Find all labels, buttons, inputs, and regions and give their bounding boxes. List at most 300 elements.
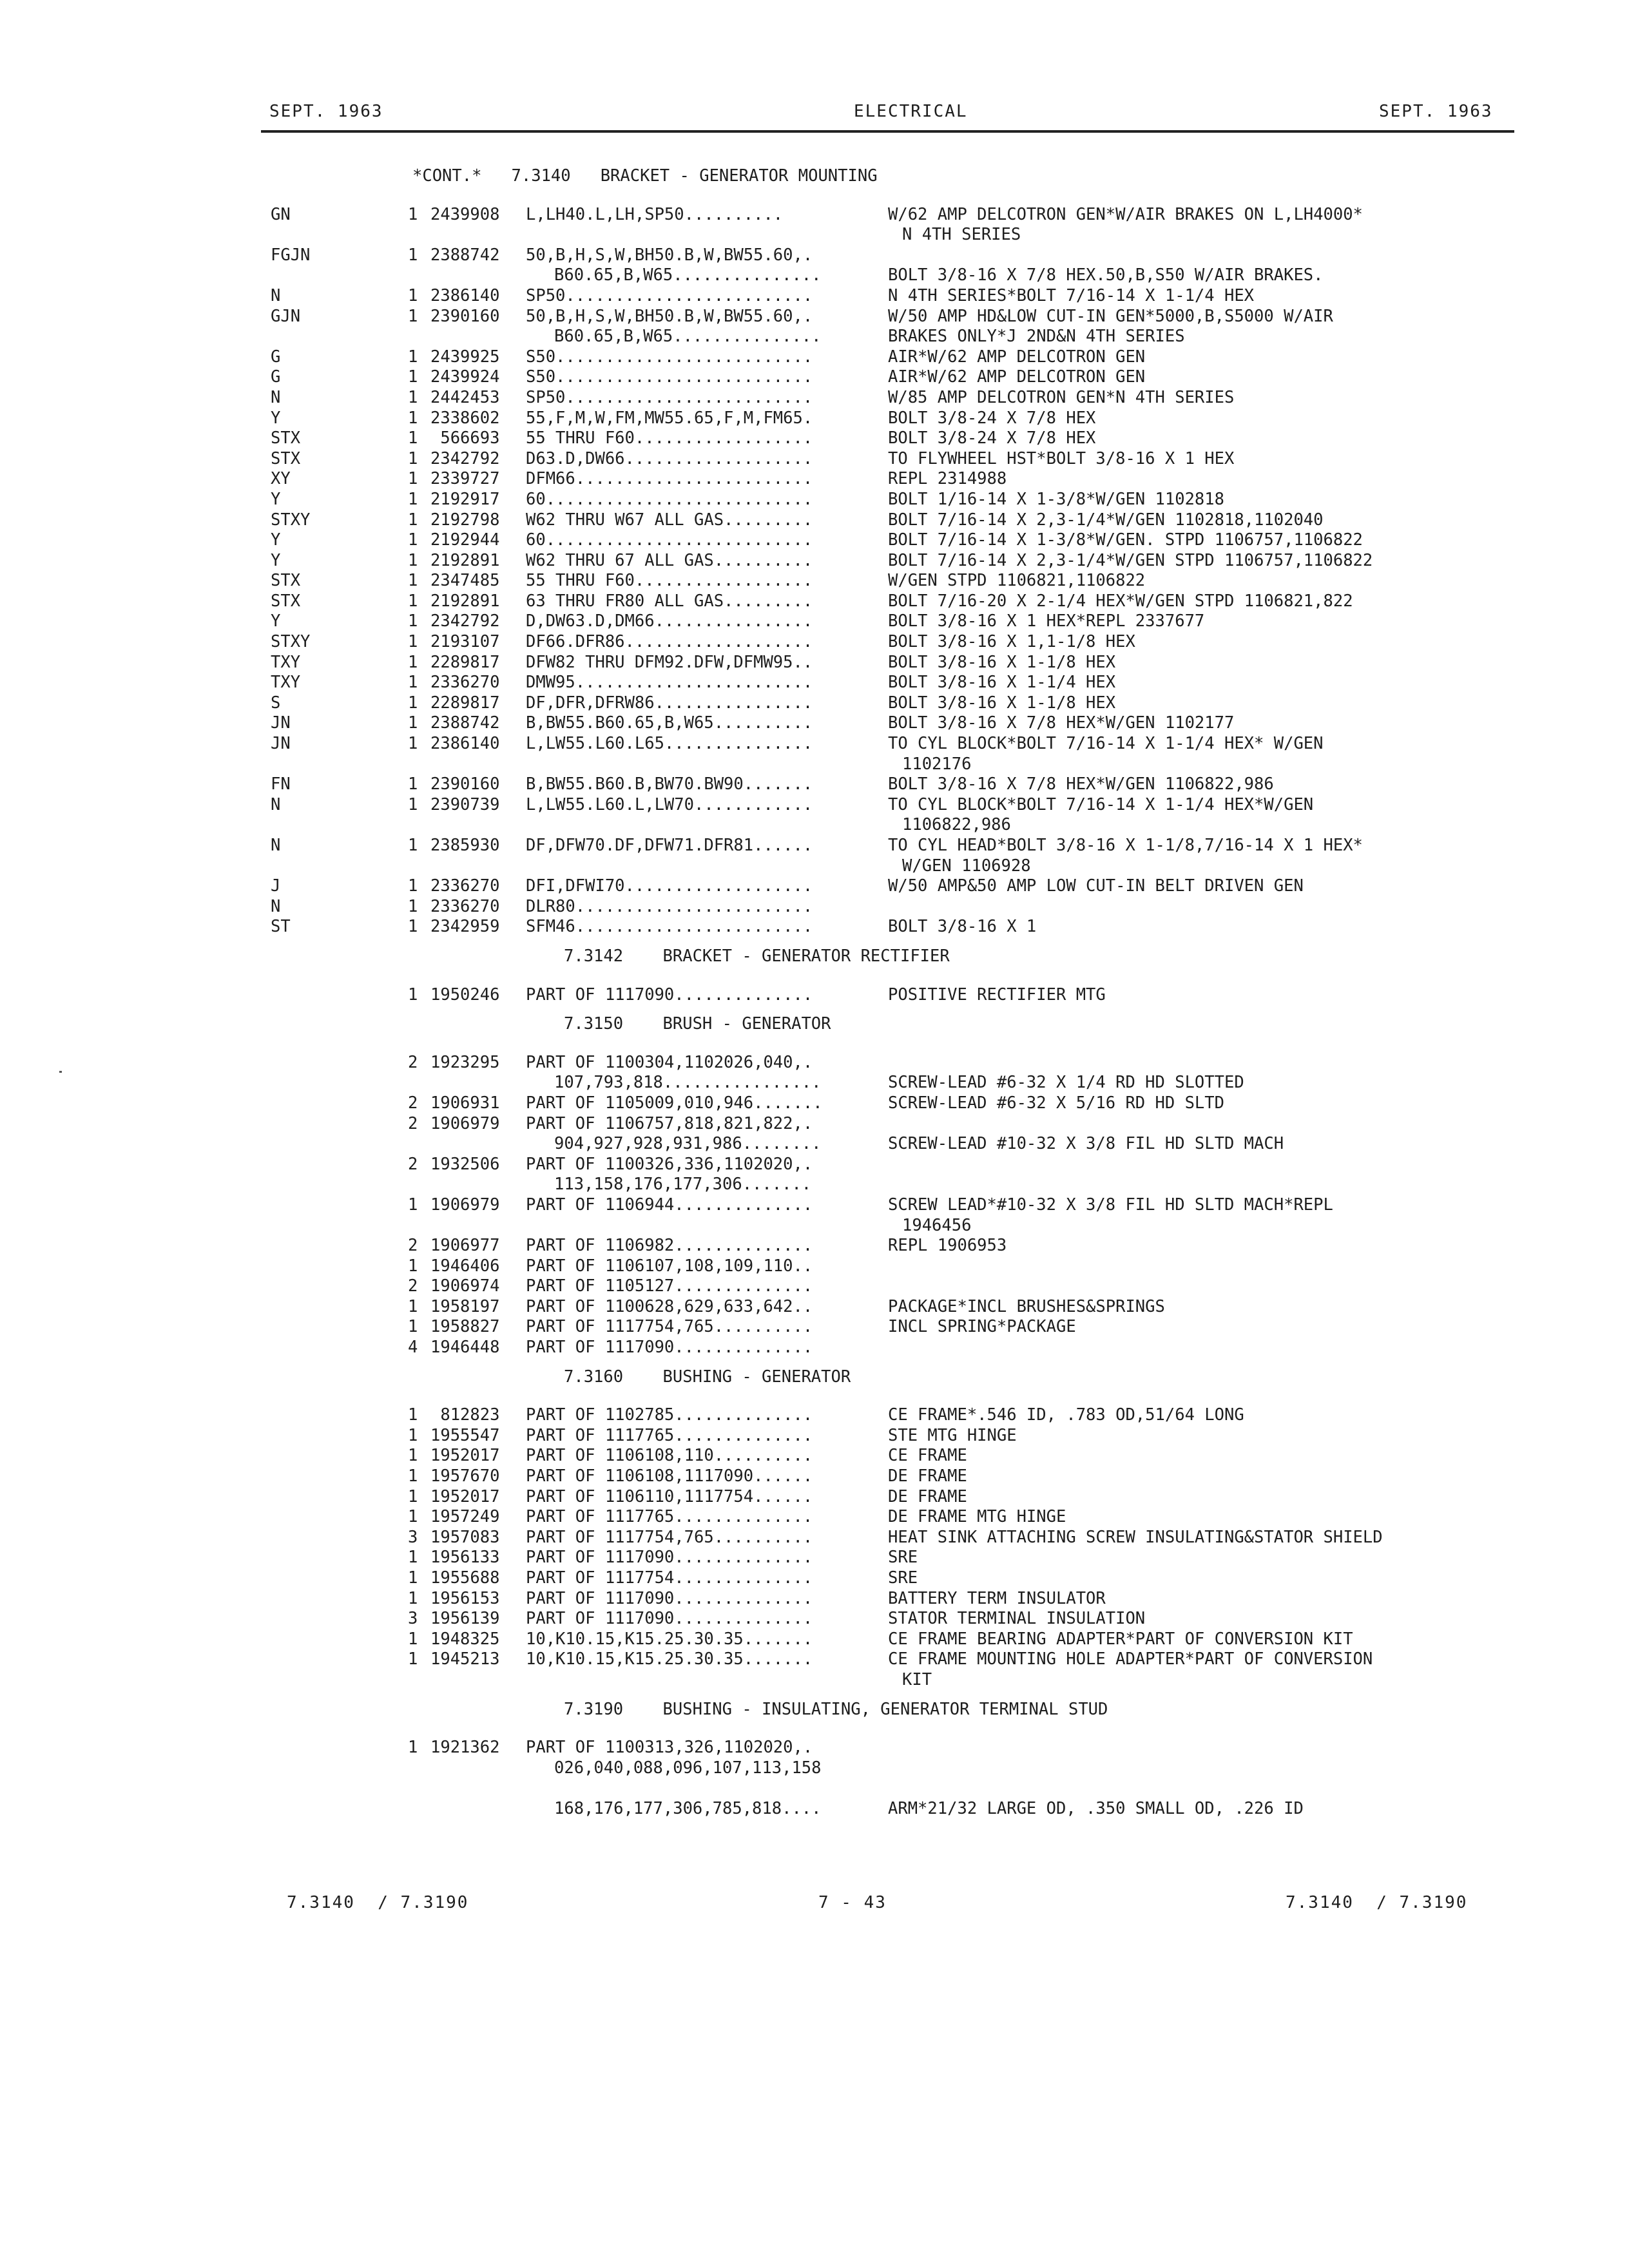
quantity: 2 <box>408 1093 418 1113</box>
description: BOLT 1/16-14 X 1-3/8*W/GEN 1102818 <box>888 489 1224 509</box>
quantity: 1 <box>408 387 418 407</box>
part-row <box>0 245 1629 266</box>
quantity: 1 <box>408 632 418 652</box>
usage: DFM66........................ <box>526 469 813 489</box>
section-heading-7-3160: 7.3160 BUSHING - GENERATOR <box>564 1367 851 1387</box>
part-number: 1957083 <box>430 1527 500 1547</box>
part-number: 2388742 <box>430 713 500 733</box>
description: AIR*W/62 AMP DELCOTRON GEN <box>888 347 1146 367</box>
quantity: 1 <box>408 1588 418 1608</box>
description: SCREW LEAD*#10-32 X 3/8 FIL HD SLTD MACH*REPL <box>888 1195 1333 1215</box>
part-row <box>0 1053 1629 1073</box>
usage: 55 THRU F60.................. <box>526 571 813 591</box>
part-number: 1958827 <box>430 1317 500 1337</box>
description-continued: ARM*21/32 LARGE OD, .350 SMALL OD, .226 ID <box>888 1798 1304 1818</box>
part-row <box>0 1317 1629 1338</box>
part-row <box>0 1338 1629 1358</box>
part-number: 2192917 <box>430 489 500 509</box>
quantity: 1 <box>408 1507 418 1527</box>
usage: PART OF 1106982.............. <box>526 1236 813 1256</box>
quantity: 2 <box>408 1113 418 1133</box>
part-number: 1956153 <box>430 1588 500 1608</box>
description: W/50 AMP HD&LOW CUT-IN GEN*5000,B,S5000 W/AIR <box>888 306 1333 326</box>
quantity: 1 <box>408 591 418 611</box>
usage: DF66.DFR86................... <box>526 632 813 652</box>
usage-continued: B60.65,B,W65............... <box>554 327 822 347</box>
part-row <box>0 985 1629 1006</box>
quantity: 1 <box>408 1195 418 1215</box>
part-row-continued <box>0 815 1629 836</box>
quantity: 3 <box>408 1527 418 1547</box>
description: BOLT 3/8-16 X 7/8 HEX*W/GEN 1102177 <box>888 713 1235 733</box>
quantity: 1 <box>408 713 418 733</box>
part-number: 2386140 <box>430 734 500 754</box>
application-code: STX <box>271 428 301 448</box>
usage: PART OF 1117765.............. <box>526 1507 813 1527</box>
application-code: GN <box>271 204 291 224</box>
spacer <box>0 937 1629 947</box>
usage-continued: 107,793,818................ <box>554 1073 822 1093</box>
quantity: 1 <box>408 530 418 550</box>
part-number: 1950246 <box>430 985 500 1004</box>
part-row <box>0 897 1629 918</box>
part-number: 566693 <box>430 428 500 448</box>
spacer <box>0 1005 1629 1014</box>
quantity: 1 <box>408 550 418 570</box>
part-row <box>0 449 1629 470</box>
description: DE FRAME MTG HINGE <box>888 1507 1066 1527</box>
part-row-continued <box>0 1073 1629 1093</box>
quantity: 1 <box>408 1466 418 1486</box>
part-number: 2336270 <box>430 673 500 693</box>
application-code: G <box>271 367 281 387</box>
spacer <box>0 1358 1629 1367</box>
part-number: 2192891 <box>430 591 500 611</box>
quantity: 1 <box>408 1405 418 1425</box>
quantity: 1 <box>408 985 418 1004</box>
usage: PART OF 1105127.............. <box>526 1276 813 1296</box>
application-code: STXY <box>271 510 311 530</box>
description: TO CYL BLOCK*BOLT 7/16-14 X 1-1/4 HEX* W/GEN <box>888 734 1324 754</box>
part-number: 2386140 <box>430 285 500 305</box>
section-heading-7-3140: *CONT.* 7.3140 BRACKET - GENERATOR MOUNTING <box>412 166 878 186</box>
part-row <box>0 307 1629 327</box>
section-title <box>0 1700 1629 1720</box>
header-title: ELECTRICAL <box>854 102 968 121</box>
part-number: 1906974 <box>430 1276 500 1296</box>
quantity: 1 <box>408 673 418 693</box>
part-row <box>0 530 1629 551</box>
part-row <box>0 1568 1629 1589</box>
part-number: 1945213 <box>430 1649 500 1669</box>
application-code: STXY <box>271 632 311 652</box>
quantity: 3 <box>408 1609 418 1629</box>
part-row <box>0 1405 1629 1426</box>
usage: L,LW55.L60.L,LW70............ <box>526 794 813 814</box>
quantity: 2 <box>408 1276 418 1296</box>
usage: D,DW63.D,DM66................ <box>526 611 813 631</box>
section-title <box>0 947 1629 967</box>
quantity: 1 <box>408 896 418 916</box>
quantity: 1 <box>408 1486 418 1506</box>
part-row-continued <box>0 1175 1629 1195</box>
application-code: Y <box>271 611 281 631</box>
section-heading-7-3190: 7.3190 BUSHING - INSULATING, GENERATOR TERMINAL STUD <box>564 1699 1108 1719</box>
application-code: JN <box>271 713 291 733</box>
usage: PART OF 1117090.............. <box>526 985 813 1004</box>
usage: 10,K10.15,K15.25.30.35....... <box>526 1629 813 1649</box>
part-row <box>0 1778 1629 1799</box>
part-row <box>0 1297 1629 1318</box>
usage: D63.D,DW66................... <box>526 448 813 468</box>
application-code: N <box>271 896 281 916</box>
usage: 60........................... <box>526 489 813 509</box>
description-continued: 1102176 <box>902 754 972 774</box>
description: BOLT 7/16-20 X 2-1/4 HEX*W/GEN STPD 1106821,822 <box>888 591 1353 611</box>
usage-continued: 168,176,177,306,785,818.... <box>554 1798 822 1818</box>
description-continued: W/GEN 1106928 <box>902 856 1031 876</box>
usage: 55 THRU F60.................. <box>526 428 813 448</box>
part-number: 1906979 <box>430 1113 500 1133</box>
part-number: 2439924 <box>430 367 500 387</box>
part-number: 1952017 <box>430 1486 500 1506</box>
quantity: 1 <box>408 489 418 509</box>
part-row-continued <box>0 225 1629 245</box>
description: BOLT 7/16-14 X 2,3-1/4*W/GEN 1102818,1102040 <box>888 510 1324 530</box>
part-number: 1956133 <box>430 1548 500 1568</box>
description: SRE <box>888 1548 918 1568</box>
part-number: 2336270 <box>430 896 500 916</box>
usage: DF,DFW70.DF,DFW71.DFR81...... <box>526 836 813 855</box>
quantity: 1 <box>408 1548 418 1568</box>
part-row <box>0 1256 1629 1277</box>
usage: W62 THRU W67 ALL GAS......... <box>526 510 813 530</box>
description: BOLT 3/8-16 X 7/8 HEX*W/GEN 1106822,986 <box>888 774 1274 794</box>
application-code: GJN <box>271 306 301 326</box>
part-row <box>0 408 1629 429</box>
part-number: 1923295 <box>430 1052 500 1072</box>
quantity: 2 <box>408 1236 418 1256</box>
part-row <box>0 1629 1629 1650</box>
part-number: 1955547 <box>430 1425 500 1445</box>
footer-page-number: 7 - 43 <box>818 1893 887 1912</box>
part-row <box>0 836 1629 856</box>
application-code: ST <box>271 917 291 937</box>
part-row <box>0 1589 1629 1610</box>
part-number: 1946448 <box>430 1338 500 1358</box>
part-row <box>0 713 1629 734</box>
usage: 50,B,H,S,W,BH50.B,W,BW55.60,. <box>526 306 813 326</box>
part-row <box>0 734 1629 754</box>
quantity: 1 <box>408 510 418 530</box>
part-row <box>0 367 1629 388</box>
part-number: 2342959 <box>430 917 500 937</box>
usage: 63 THRU FR80 ALL GAS......... <box>526 591 813 611</box>
part-row-continued <box>0 856 1629 877</box>
usage-continued: B60.65,B,W65............... <box>554 265 822 285</box>
part-row-continued <box>0 754 1629 775</box>
part-number: 2442453 <box>430 387 500 407</box>
quantity: 1 <box>408 794 418 814</box>
part-number: 2347485 <box>430 571 500 591</box>
usage: DFI,DFWI70................... <box>526 876 813 896</box>
usage: 55,F,M,W,FM,MW55.65,F,M,FM65. <box>526 408 813 428</box>
description: DE FRAME <box>888 1466 967 1486</box>
description: BOLT 3/8-16 X 1 HEX*REPL 2337677 <box>888 611 1205 631</box>
usage: L,LW55.L60.L65............... <box>526 734 813 754</box>
part-row <box>0 428 1629 449</box>
part-number: 2336270 <box>430 876 500 896</box>
part-row <box>0 876 1629 897</box>
footer-range-left: 7.3140 / 7.3190 <box>287 1893 469 1912</box>
description: BOLT 7/16-14 X 2,3-1/4*W/GEN STPD 1106757,1106822 <box>888 550 1373 570</box>
description: DE FRAME <box>888 1486 967 1506</box>
part-number: 2192891 <box>430 550 500 570</box>
description-continued: SCREW-LEAD #10-32 X 3/8 FIL HD SLTD MACH <box>888 1134 1284 1154</box>
quantity: 1 <box>408 367 418 387</box>
part-row <box>0 571 1629 591</box>
application-code: STX <box>271 448 301 468</box>
part-number: 1957670 <box>430 1466 500 1486</box>
usage: PART OF 1106757,818,821,822,. <box>526 1113 813 1133</box>
description: W/85 AMP DELCOTRON GEN*N 4TH SERIES <box>888 387 1235 407</box>
part-number: 2388742 <box>430 245 500 265</box>
application-code: FN <box>271 774 291 794</box>
part-row <box>0 510 1629 531</box>
part-row <box>0 611 1629 632</box>
part-row <box>0 653 1629 673</box>
usage: PART OF 1106110,1117754...... <box>526 1486 813 1506</box>
usage: PART OF 1100313,326,1102020,. <box>526 1738 813 1758</box>
part-row <box>0 632 1629 653</box>
description: REPL 1906953 <box>888 1236 1007 1256</box>
usage: DLR80........................ <box>526 896 813 916</box>
part-row <box>0 1093 1629 1114</box>
description: W/50 AMP&50 AMP LOW CUT-IN BELT DRIVEN GEN <box>888 876 1304 896</box>
part-row <box>0 1738 1629 1758</box>
footer-range-right: 7.3140 / 7.3190 <box>1286 1893 1468 1912</box>
section-heading-7-3150: 7.3150 BRUSH - GENERATOR <box>564 1014 831 1034</box>
description: SRE <box>888 1568 918 1588</box>
part-row <box>0 1609 1629 1629</box>
quantity: 1 <box>408 448 418 468</box>
application-code: Y <box>271 550 281 570</box>
usage: PART OF 1100304,1102026,040,. <box>526 1052 813 1072</box>
usage: PART OF 1117090.............. <box>526 1588 813 1608</box>
part-row-continued <box>0 1134 1629 1155</box>
part-row <box>0 1548 1629 1568</box>
part-row <box>0 469 1629 490</box>
section-heading-7-3142: 7.3142 BRACKET - GENERATOR RECTIFIER <box>564 946 950 966</box>
quantity: 2 <box>408 1154 418 1174</box>
usage: PART OF 1117090.............. <box>526 1338 813 1358</box>
usage: S50.......................... <box>526 347 813 367</box>
usage: PART OF 1117090.............. <box>526 1548 813 1568</box>
description-continued: BOLT 3/8-16 X 7/8 HEX.50,B,S50 W/AIR BRAKES. <box>888 265 1324 285</box>
usage: SP50......................... <box>526 285 813 305</box>
description: BOLT 3/8-16 X 1-1/8 HEX <box>888 652 1116 672</box>
header-date-right: SEPT. 1963 <box>1379 102 1493 121</box>
spacer <box>0 1387 1629 1405</box>
description-continued: BRAKES ONLY*J 2ND&N 4TH SERIES <box>888 327 1185 347</box>
spacer <box>0 1720 1629 1738</box>
description: N 4TH SERIES*BOLT 7/16-14 X 1-1/4 HEX <box>888 285 1255 305</box>
description: CE FRAME*.546 ID, .783 OD,51/64 LONG <box>888 1405 1244 1425</box>
description-continued: KIT <box>902 1669 932 1689</box>
part-row-continued <box>0 265 1629 286</box>
section-title <box>0 1367 1629 1388</box>
quantity: 1 <box>408 204 418 224</box>
description: BOLT 3/8-24 X 7/8 HEX <box>888 428 1096 448</box>
usage: PART OF 1106107,108,109,110.. <box>526 1256 813 1276</box>
section-title <box>0 166 1629 187</box>
part-row <box>0 1236 1629 1256</box>
description: TO CYL BLOCK*BOLT 7/16-14 X 1-1/4 HEX*W/GEN <box>888 794 1314 814</box>
usage: SFM46........................ <box>526 917 813 937</box>
description-continued: SCREW-LEAD #6-32 X 1/4 RD HD SLOTTED <box>888 1073 1244 1093</box>
quantity: 1 <box>408 836 418 855</box>
part-row-continued <box>0 1799 1629 1820</box>
description: BOLT 3/8-16 X 1-1/4 HEX <box>888 673 1116 693</box>
part-row <box>0 388 1629 408</box>
description: CE FRAME BEARING ADAPTER*PART OF CONVERSION KIT <box>888 1629 1353 1649</box>
usage: B,BW55.B60.B,BW70.BW90....... <box>526 774 813 794</box>
usage: L,LH40.L,LH,SP50.......... <box>526 204 784 224</box>
part-row <box>0 917 1629 937</box>
description: POSITIVE RECTIFIER MTG <box>888 985 1106 1004</box>
description: AIR*W/62 AMP DELCOTRON GEN <box>888 367 1146 387</box>
part-row <box>0 1195 1629 1216</box>
part-row <box>0 1446 1629 1466</box>
usage: DMW95........................ <box>526 673 813 693</box>
usage: DF,DFR,DFRW86................ <box>526 693 813 713</box>
usage-continued: 904,927,928,931,986........ <box>554 1134 822 1154</box>
usage: S50.......................... <box>526 367 813 387</box>
quantity: 1 <box>408 1425 418 1445</box>
description-continued: N 4TH SERIES <box>902 225 1021 245</box>
description: SCREW-LEAD #6-32 X 5/16 RD HD SLTD <box>888 1093 1224 1113</box>
description: BOLT 3/8-16 X 1-1/8 HEX <box>888 693 1116 713</box>
usage: PART OF 1100628,629,633,642.. <box>526 1296 813 1316</box>
quantity: 1 <box>408 428 418 448</box>
part-number: 2439925 <box>430 347 500 367</box>
quantity: 1 <box>408 1296 418 1316</box>
description: STE MTG HINGE <box>888 1425 1017 1445</box>
application-code: STX <box>271 591 301 611</box>
description: BOLT 7/16-14 X 1-3/8*W/GEN. STPD 1106757,1106822 <box>888 530 1363 550</box>
usage: PART OF 1117765.............. <box>526 1425 813 1445</box>
part-number: 2192798 <box>430 510 500 530</box>
part-row <box>0 1466 1629 1487</box>
part-row <box>0 1507 1629 1528</box>
quantity: 1 <box>408 1256 418 1276</box>
description: W/62 AMP DELCOTRON GEN*W/AIR BRAKES ON L,LH4000* <box>888 204 1363 224</box>
quantity: 1 <box>408 1568 418 1588</box>
description: REPL 2314988 <box>888 469 1007 489</box>
quantity: 1 <box>408 469 418 489</box>
part-number: 2439908 <box>430 204 500 224</box>
part-number: 2342792 <box>430 448 500 468</box>
application-code: STX <box>271 571 301 591</box>
usage: W62 THRU 67 ALL GAS.......... <box>526 550 813 570</box>
part-number: 2385930 <box>430 836 500 855</box>
application-code: JN <box>271 734 291 754</box>
application-code: TXY <box>271 652 301 672</box>
application-code: N <box>271 836 281 855</box>
description: TO CYL HEAD*BOLT 3/8-16 X 1-1/8,7/16-14 X 1 HEX* <box>888 836 1363 855</box>
part-row <box>0 1276 1629 1297</box>
part-row <box>0 347 1629 368</box>
quantity: 1 <box>408 917 418 937</box>
usage: 50,B,H,S,W,BH50.B,W,BW55.60,. <box>526 245 813 265</box>
usage: PART OF 1100326,336,1102020,. <box>526 1154 813 1174</box>
part-number: 2338602 <box>430 408 500 428</box>
part-number: 1906931 <box>430 1093 500 1113</box>
part-row-continued <box>0 327 1629 347</box>
part-row <box>0 490 1629 510</box>
part-number: 2339727 <box>430 469 500 489</box>
part-row <box>0 774 1629 795</box>
part-number: 1952017 <box>430 1446 500 1466</box>
application-code: G <box>271 347 281 367</box>
usage: PART OF 1102785.............. <box>526 1405 813 1425</box>
part-row <box>0 693 1629 714</box>
application-code: S <box>271 693 281 713</box>
spacer <box>0 1035 1629 1053</box>
application-code: TXY <box>271 673 301 693</box>
usage: PART OF 1106108,1117090...... <box>526 1466 813 1486</box>
quantity: 1 <box>408 571 418 591</box>
part-number: 2192944 <box>430 530 500 550</box>
usage: PART OF 1117754,765.......... <box>526 1317 813 1337</box>
part-number: 1921362 <box>430 1738 500 1758</box>
spacer <box>0 967 1629 985</box>
part-number: 1957249 <box>430 1507 500 1527</box>
part-number: 812823 <box>430 1405 500 1425</box>
quantity: 2 <box>408 1052 418 1072</box>
part-row <box>0 1528 1629 1548</box>
description: PACKAGE*INCL BRUSHES&SPRINGS <box>888 1296 1165 1316</box>
description: W/GEN STPD 1106821,1106822 <box>888 571 1146 591</box>
quantity: 1 <box>408 1629 418 1649</box>
description: BATTERY TERM INSULATOR <box>888 1588 1106 1608</box>
part-row <box>0 1487 1629 1508</box>
part-number: 2289817 <box>430 693 500 713</box>
part-row <box>0 1426 1629 1446</box>
part-number: 2342792 <box>430 611 500 631</box>
part-number: 1906977 <box>430 1236 500 1256</box>
part-row <box>0 1649 1629 1670</box>
application-code: N <box>271 794 281 814</box>
spacer <box>0 1691 1629 1700</box>
description: BOLT 3/8-24 X 7/8 HEX <box>888 408 1096 428</box>
part-row-continued <box>0 1758 1629 1779</box>
quantity: 1 <box>408 652 418 672</box>
quantity: 4 <box>408 1338 418 1358</box>
quantity: 1 <box>408 285 418 305</box>
part-row <box>0 673 1629 693</box>
description-continued: 1106822,986 <box>902 815 1011 835</box>
application-code: N <box>271 387 281 407</box>
spacer <box>0 187 1629 205</box>
description: CE FRAME <box>888 1446 967 1466</box>
application-code: Y <box>271 489 281 509</box>
part-row <box>0 795 1629 816</box>
description: HEAT SINK ATTACHING SCREW INSULATING&STATOR SHIELD <box>888 1527 1383 1547</box>
usage-continued: 026,040,088,096,107,113,158 <box>554 1758 822 1778</box>
part-row <box>0 205 1629 226</box>
quantity: 1 <box>408 734 418 754</box>
